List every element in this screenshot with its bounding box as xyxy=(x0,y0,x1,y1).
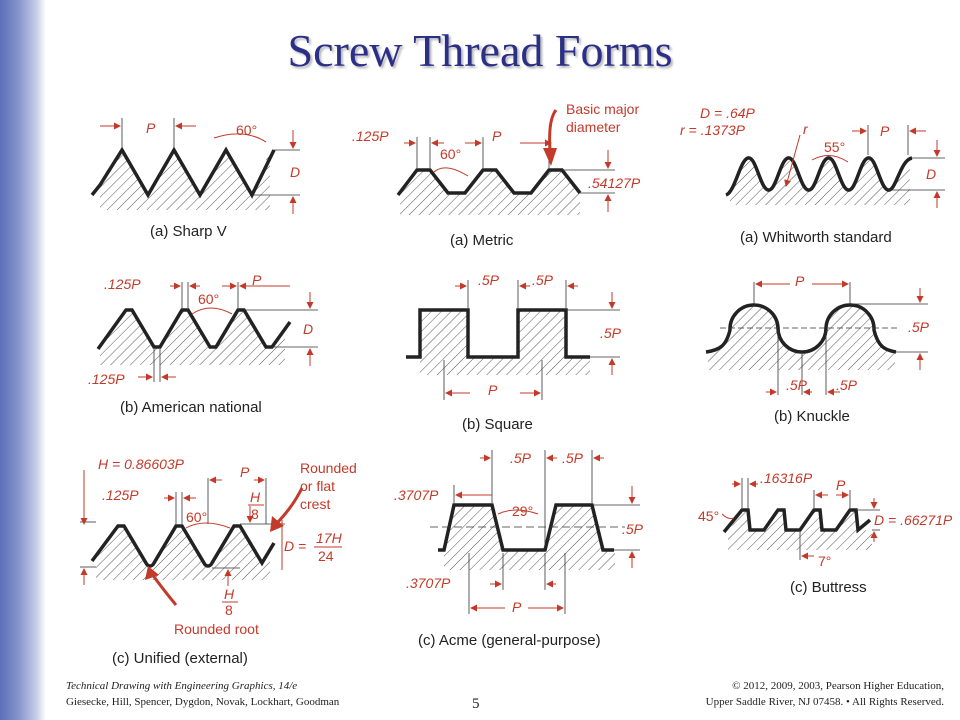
metric-angle-label: 60° xyxy=(440,146,462,162)
whitworth-pitch-label: P xyxy=(880,123,890,139)
acme-depth-label: .5P xyxy=(622,521,644,537)
footer-copyright xyxy=(706,678,944,710)
unified-d-denominator: 24 xyxy=(318,548,334,564)
square-pitch-label: P xyxy=(488,382,498,398)
american-angle-label: 60° xyxy=(198,291,220,307)
whitworth-r-equation: r = .1373P xyxy=(680,122,745,138)
square-width-label-1: .5P xyxy=(478,272,500,288)
unified-rounded-root-label: Rounded root xyxy=(174,621,259,637)
unified-h-top-label: H xyxy=(250,489,261,505)
unified-h-bottom-label: H xyxy=(224,586,235,602)
footer-book-citation xyxy=(66,678,339,710)
sharp-v-pitch-label: P xyxy=(146,120,156,136)
whitworth-caption: (a) Whitworth standard xyxy=(740,229,892,246)
whitworth-radius-label: r xyxy=(803,121,808,137)
unified-h-top-denominator: 8 xyxy=(251,506,259,522)
unified-angle-label: 60° xyxy=(186,509,208,525)
sharp-v-caption: (a) Sharp V xyxy=(150,223,227,240)
knuckle-caption: (b) Knuckle xyxy=(774,408,850,425)
acme-caption: (c) Acme (general-purpose) xyxy=(418,632,601,649)
metric-depth-label: .54127P xyxy=(588,175,641,191)
unified-diagram xyxy=(80,456,357,667)
buttress-caption: (c) Buttress xyxy=(790,579,867,596)
acme-angle-label: 29° xyxy=(512,503,534,519)
american-national-diagram xyxy=(88,272,318,416)
buttress-depth-label: D = .66271P xyxy=(874,512,953,528)
acme-width-label-1: .5P xyxy=(510,450,532,466)
square-depth-label: .5P xyxy=(600,325,622,341)
acme-width-label-2: .5P xyxy=(562,450,584,466)
acme-pitch-label: P xyxy=(512,599,522,615)
copyright-line-1: © 2012, 2009, 2003, Pearson Higher Education, xyxy=(732,680,944,692)
unified-d-equation: D = xyxy=(284,538,307,554)
unified-crest-label: .125P xyxy=(102,487,139,503)
unified-d-numerator: 17H xyxy=(316,530,342,546)
knuckle-width-label-1: .5P xyxy=(786,377,808,393)
unified-pitch-label: P xyxy=(240,464,250,480)
unified-caption: (c) Unified (external) xyxy=(112,650,248,667)
knuckle-diagram xyxy=(706,273,930,425)
unified-h-bottom-denominator: 8 xyxy=(225,602,233,618)
buttress-angle45-label: 45° xyxy=(698,508,720,524)
american-crest-label: .125P xyxy=(104,276,141,292)
whitworth-diagram xyxy=(680,105,945,246)
unified-rounded-crest-3: crest xyxy=(300,496,331,512)
metric-diagram xyxy=(352,101,641,249)
page-number: 5 xyxy=(472,696,480,712)
unified-rounded-crest-1: Rounded xyxy=(300,460,357,476)
american-depth-label: D xyxy=(303,321,314,337)
acme-diagram xyxy=(394,450,644,649)
square-diagram xyxy=(406,272,622,433)
knuckle-depth-label: .5P xyxy=(908,319,930,335)
metric-pitch-label: P xyxy=(492,128,502,144)
square-caption: (b) Square xyxy=(462,416,533,433)
buttress-diagram xyxy=(698,470,953,596)
knuckle-width-label-2: .5P xyxy=(836,377,858,393)
buttress-top-label: .16316P xyxy=(760,470,813,486)
unified-h-equation: H = 0.86603P xyxy=(98,456,185,472)
unified-rounded-crest-2: or flat xyxy=(300,478,336,494)
sharp-v-angle-label: 60° xyxy=(236,122,258,138)
acme-root-label: .3707P xyxy=(406,575,451,591)
whitworth-depth-label: D xyxy=(926,166,937,182)
whitworth-angle-label: 55° xyxy=(824,139,846,155)
american-pitch-label: P xyxy=(252,272,262,288)
sharp-v-depth-label: D xyxy=(290,164,301,180)
metric-crest-label: .125P xyxy=(352,128,389,144)
slide-title: Screw Thread Forms xyxy=(287,25,673,76)
copyright-line-2: Upper Saddle River, NJ 07458. • All Rights Reserved. xyxy=(705,696,944,708)
metric-caption: (a) Metric xyxy=(450,232,514,249)
buttress-pitch-label: P xyxy=(836,477,846,493)
buttress-angle7-label: 7° xyxy=(818,553,832,569)
footer-book-title: Technical Drawing with Engineering Graphics, 14/e xyxy=(66,680,298,692)
metric-major-label-1: Basic major xyxy=(566,101,640,117)
american-caption: (b) American national xyxy=(120,399,262,416)
metric-major-label-2: diameter xyxy=(566,119,621,135)
square-width-label-2: .5P xyxy=(532,272,554,288)
whitworth-d-equation: D = .64P xyxy=(700,105,755,121)
knuckle-pitch-label: P xyxy=(795,273,805,289)
sharp-v-diagram xyxy=(92,118,300,240)
american-root-label: .125P xyxy=(88,371,125,387)
footer-authors: Giesecke, Hill, Spencer, Dygdon, Novak, Lockhart, Goodman xyxy=(66,696,340,708)
acme-crest-label: .3707P xyxy=(394,487,439,503)
